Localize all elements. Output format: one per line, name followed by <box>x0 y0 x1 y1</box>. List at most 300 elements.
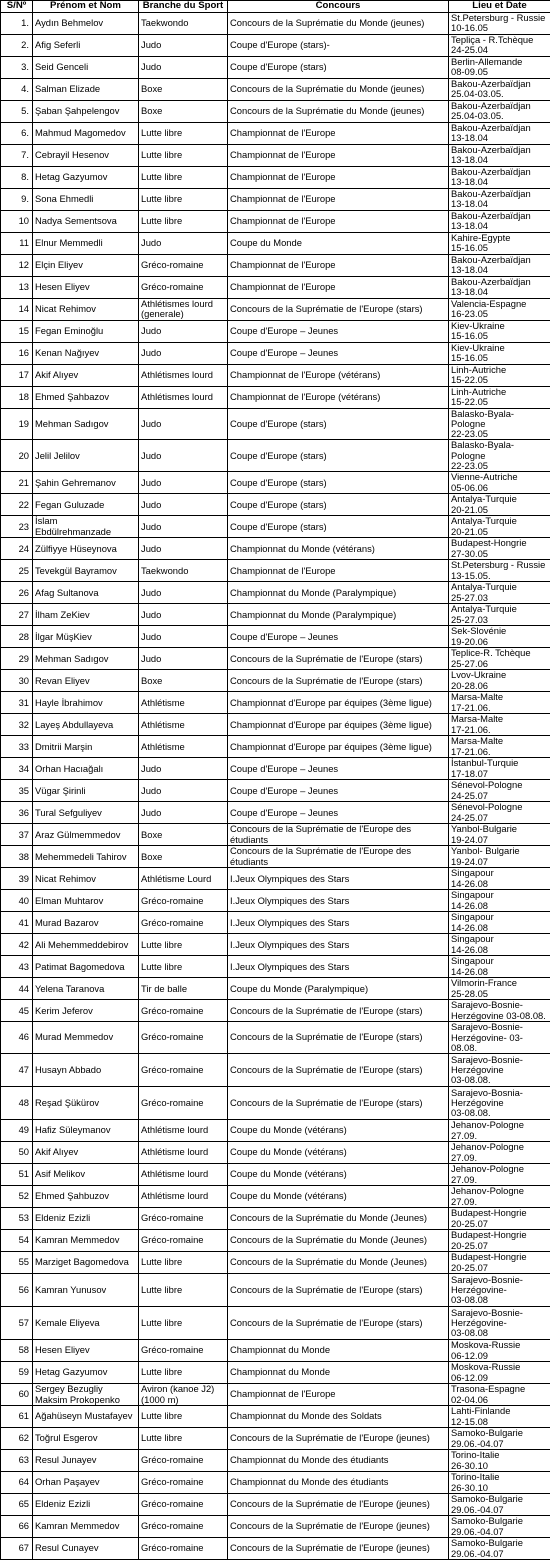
row-number: 28 <box>1 626 33 648</box>
table-row <box>1 890 550 912</box>
athlete-name: Orhan Hacıağalı <box>33 758 139 780</box>
competition: Coupe d'Europe (stars) <box>228 56 449 78</box>
sport: Gréco-romaine <box>139 1230 228 1252</box>
competition: Championnat d'Europe par équipes (3ème ligue) <box>228 736 449 758</box>
table-row <box>1 12 550 34</box>
sport: Judo <box>139 626 228 648</box>
athlete-name: Murad Bazarov <box>33 912 139 934</box>
table-row <box>1 342 550 364</box>
athlete-name: Tevekgül Bayramov <box>33 560 139 582</box>
competition: I.Jeux Olympiques des Stars <box>228 890 449 912</box>
place-date: Balasko-Byala-Pologne 22-23.05 <box>449 440 550 472</box>
place-date: Antalya-Turquie 25-27.03 <box>449 582 550 604</box>
athlete-name: Yelena Taranova <box>33 978 139 1000</box>
athlete-name: Şaban Şahpelengov <box>33 100 139 122</box>
sport: Athlétisme Lourd <box>139 868 228 890</box>
sport: Athlétisme lourd <box>139 1120 228 1142</box>
competition: Coupe d'Europe – Jeunes <box>228 780 449 802</box>
sport: Judo <box>139 494 228 516</box>
table-row <box>1 736 550 758</box>
competition: Championnat de l'Europe <box>228 166 449 188</box>
competition: Championnat d'Europe par équipes (3ème ligue) <box>228 714 449 736</box>
header-number: S/Nº <box>1 1 33 13</box>
athlete-name: Reşad Şükürov <box>33 1087 139 1120</box>
table-row <box>1 320 550 342</box>
athlete-name: Hesen Eliyev <box>33 1340 139 1362</box>
athlete-name: Hetag Gazyumov <box>33 1362 139 1384</box>
row-number: 54 <box>1 1230 33 1252</box>
place-date: Bakou-Azerbaïdjan 13-18.04 <box>449 276 550 298</box>
competition: Coupe d'Europe (stars) <box>228 472 449 494</box>
athlete-name: Kamran Memmedov <box>33 1230 139 1252</box>
competition: Championnat du Monde des étudiants <box>228 1472 449 1494</box>
row-number: 18 <box>1 386 33 408</box>
table-row <box>1 188 550 210</box>
place-date: İstanbul-Turquie 17-18.07 <box>449 758 550 780</box>
competition: Concours de la Suprématie de l'Europe (stars) <box>228 1054 449 1087</box>
sport: Athlétisme <box>139 736 228 758</box>
competition: Coupe d'Europe – Jeunes <box>228 758 449 780</box>
row-number: 4. <box>1 78 33 100</box>
table-row <box>1 1274 550 1307</box>
row-number: 22 <box>1 494 33 516</box>
athlete-name: Zülfiyye Hüseynova <box>33 538 139 560</box>
place-date: Vilmorin-France 25-28.05 <box>449 978 550 1000</box>
place-date: Samoko-Bulgarie 29.06.-04.07 <box>449 1538 550 1560</box>
athlete-name: Tural Sefguliyev <box>33 802 139 824</box>
competition: Concours de la Suprématie du Monde (Jeunes) <box>228 1252 449 1274</box>
competition: Coupe d'Europe – Jeunes <box>228 802 449 824</box>
table-row <box>1 298 550 320</box>
competition: Concours de la Suprématie de l'Europe (stars) <box>228 1000 449 1022</box>
row-number: 8. <box>1 166 33 188</box>
athlete-name: Husayn Abbado <box>33 1054 139 1087</box>
row-number: 43 <box>1 956 33 978</box>
competition: Championnat du Monde (vétérans) <box>228 538 449 560</box>
table-row <box>1 1362 550 1384</box>
place-date: Singapour 14-26.08 <box>449 934 550 956</box>
place-date: Tepliça - R.Tchèque 24-25.04 <box>449 34 550 56</box>
row-number: 63 <box>1 1450 33 1472</box>
athlete-name: Şahin Gehremanov <box>33 472 139 494</box>
place-date: Bakou-Azerbaïdjan 13-18.04 <box>449 254 550 276</box>
sport: Athlétisme lourd <box>139 1164 228 1186</box>
sport: Lutte libre <box>139 1428 228 1450</box>
row-number: 25 <box>1 560 33 582</box>
table-row <box>1 978 550 1000</box>
sport: Gréco-romaine <box>139 1340 228 1362</box>
header-sport: Branche du Sport <box>139 1 228 13</box>
place-date: Teplice-R. Tchèque 25-27.06 <box>449 648 550 670</box>
table-row <box>1 934 550 956</box>
row-number: 3. <box>1 56 33 78</box>
place-date: Singapour 14-26.08 <box>449 868 550 890</box>
table-row <box>1 210 550 232</box>
table-row <box>1 626 550 648</box>
athlete-name: Vügar Şirinli <box>33 780 139 802</box>
competition: Concours de la Suprématie de l'Europe (stars) <box>228 648 449 670</box>
table-row <box>1 1120 550 1142</box>
table-row <box>1 758 550 780</box>
sport: Judo <box>139 408 228 440</box>
place-date: Bakou-Azerbaïdjan 13-18.04 <box>449 188 550 210</box>
sport: Gréco-romaine <box>139 1208 228 1230</box>
competition: Concours de la Suprématie de l'Europe (stars) <box>228 298 449 320</box>
place-date: Budapest-Hongrie 20-25.07 <box>449 1208 550 1230</box>
place-date: Samoko-Bulgarie 29.06.-04.07 <box>449 1494 550 1516</box>
athlete-name: Kerim Jeferov <box>33 1000 139 1022</box>
row-number: 38 <box>1 846 33 868</box>
sport: Judo <box>139 538 228 560</box>
row-number: 34 <box>1 758 33 780</box>
sport: Boxe <box>139 100 228 122</box>
place-date: St.Petersburg - Russie 13-15.05. <box>449 560 550 582</box>
row-number: 59 <box>1 1362 33 1384</box>
athlete-name: Hesen Eliyev <box>33 276 139 298</box>
place-date: Torino-Italie 26-30.10 <box>449 1450 550 1472</box>
sport: Gréco-romaine <box>139 1538 228 1560</box>
sport: Gréco-romaine <box>139 1516 228 1538</box>
athlete-name: Hayle İbrahimov <box>33 692 139 714</box>
sport: Lutte libre <box>139 956 228 978</box>
sport: Tir de balle <box>139 978 228 1000</box>
place-date: Samoko-Bulgarie 29.06.-04.07 <box>449 1516 550 1538</box>
sport: Gréco-romaine <box>139 1054 228 1087</box>
athlete-name: Nicat Rehimov <box>33 298 139 320</box>
place-date: Linh-Autriche 15-22.05 <box>449 386 550 408</box>
sport: Lutte libre <box>139 166 228 188</box>
table-row <box>1 56 550 78</box>
competition: Championnat de l'Europe (vétérans) <box>228 386 449 408</box>
table-row <box>1 1472 550 1494</box>
athlete-name: Elnur Memmedli <box>33 232 139 254</box>
competition: Championnat de l'Europe <box>228 144 449 166</box>
athlete-name: Orhan Paşayev <box>33 1472 139 1494</box>
table-row <box>1 824 550 846</box>
place-date: Berlin-Allemande 08-09.05 <box>449 56 550 78</box>
place-date: Kiev-Ukraine 15-16.05 <box>449 342 550 364</box>
place-date: Singapour 14-26.08 <box>449 956 550 978</box>
sport: Lutte libre <box>139 210 228 232</box>
place-date: Moskova-Russie 06-12.09 <box>449 1340 550 1362</box>
table-row <box>1 364 550 386</box>
row-number: 56 <box>1 1274 33 1307</box>
place-date: Vienne-Autriche 05-06.06 <box>449 472 550 494</box>
athlete-name: Mehman Sadıgov <box>33 648 139 670</box>
competition: Championnat du Monde (Paralympique) <box>228 604 449 626</box>
place-date: Torino-Italie 26-30.10 <box>449 1472 550 1494</box>
header-row <box>1 1 550 13</box>
place-date: Bakou-Azerbaïdjan 13-18.04 <box>449 210 550 232</box>
table-row <box>1 254 550 276</box>
competition: Coupe d'Europe – Jeunes <box>228 626 449 648</box>
row-number: 55 <box>1 1252 33 1274</box>
athlete-name: Resul Cunayev <box>33 1538 139 1560</box>
row-number: 32 <box>1 714 33 736</box>
athlete-name: Afig Seferli <box>33 34 139 56</box>
table-row <box>1 1406 550 1428</box>
athlete-name: Asif Melikov <box>33 1164 139 1186</box>
competition: Concours de la Suprématie de l'Europe (jeunes) <box>228 1538 449 1560</box>
place-date: Marsa-Malte 17-21.06. <box>449 736 550 758</box>
competition: Coupe d'Europe (stars)- <box>228 34 449 56</box>
competition: Championnat de l'Europe <box>228 210 449 232</box>
athlete-name: İlham ZeKiev <box>33 604 139 626</box>
sport: Lutte libre <box>139 188 228 210</box>
place-date: St.Petersburg - Russie 10-16.05 <box>449 12 550 34</box>
competition: Concours de la Suprématie de l'Europe (jeunes) <box>228 1494 449 1516</box>
table-row <box>1 560 550 582</box>
competition: Concours de la Suprématie de l'Europe (stars) <box>228 1087 449 1120</box>
row-number: 57 <box>1 1307 33 1340</box>
row-number: 19 <box>1 408 33 440</box>
competition: Concours de la Suprématie de l'Europe (stars) <box>228 1022 449 1054</box>
athlete-name: İlgar MüşKiev <box>33 626 139 648</box>
row-number: 5. <box>1 100 33 122</box>
athlete-name: Marziget Bagomedova <box>33 1252 139 1274</box>
athlete-name: Sona Ehmedli <box>33 188 139 210</box>
sport: Athlétisme <box>139 692 228 714</box>
row-number: 51 <box>1 1164 33 1186</box>
athlete-name: Mehman Sadıgov <box>33 408 139 440</box>
table-row <box>1 1384 550 1406</box>
row-number: 53 <box>1 1208 33 1230</box>
table-row <box>1 582 550 604</box>
athlete-name: Murad Memmedov <box>33 1022 139 1054</box>
table-row <box>1 802 550 824</box>
competition: Coupe du Monde (vétérans) <box>228 1186 449 1208</box>
athlete-name: Eldeniz Ezizli <box>33 1208 139 1230</box>
row-number: 44 <box>1 978 33 1000</box>
place-date: Valencia-Espagne 16-23.05 <box>449 298 550 320</box>
competition: Concours de la Suprématie de l'Europe des étudiants <box>228 824 449 846</box>
place-date: Sarajevo-Bosnie- Herzégovine 03-08.08. <box>449 1000 550 1022</box>
table-row <box>1 122 550 144</box>
competition: I.Jeux Olympiques des Stars <box>228 912 449 934</box>
place-date: Kiev-Ukraine 15-16.05 <box>449 320 550 342</box>
place-date: Singapour 14-26.08 <box>449 890 550 912</box>
athlete-name: Toğrul Esgerov <box>33 1428 139 1450</box>
sport: Gréco-romaine <box>139 1022 228 1054</box>
table-row <box>1 440 550 472</box>
competition: Coupe du Monde <box>228 232 449 254</box>
row-number: 23 <box>1 516 33 538</box>
table-row <box>1 78 550 100</box>
competition: Championnat du Monde des Soldats <box>228 1406 449 1428</box>
athlete-name: Eldeniz Ezizli <box>33 1494 139 1516</box>
sport: Aviron (kanoe J2) (1000 m) <box>139 1384 228 1406</box>
place-date: Marsa-Malte 17-21.06. <box>449 714 550 736</box>
sport: Taekwondo <box>139 560 228 582</box>
table-row <box>1 1022 550 1054</box>
competition: Concours de la Suprématie de l'Europe (stars) <box>228 670 449 692</box>
sport: Lutte libre <box>139 1252 228 1274</box>
row-number: 42 <box>1 934 33 956</box>
athlete-name: Cebrayil Hesenov <box>33 144 139 166</box>
athlete-name: Dmitrii Marşin <box>33 736 139 758</box>
sport: Gréco-romaine <box>139 912 228 934</box>
place-date: Sarajevo-Bosnie- Herzégovine- 03-08.08 <box>449 1307 550 1340</box>
competition: Concours de la Suprématie du Monde (Jeunes) <box>228 1208 449 1230</box>
athlete-name: Akif Alıyev <box>33 364 139 386</box>
place-date: Yanbol-Bulgarie 19-24.07 <box>449 824 550 846</box>
competition: Championnat du Monde des étudiants <box>228 1450 449 1472</box>
row-number: 52 <box>1 1186 33 1208</box>
competition: Coupe d'Europe (stars) <box>228 494 449 516</box>
place-date: Moskova-Russie 06-12.09 <box>449 1362 550 1384</box>
sport: Judo <box>139 780 228 802</box>
table-row <box>1 780 550 802</box>
row-number: 61 <box>1 1406 33 1428</box>
row-number: 20 <box>1 440 33 472</box>
sport: Lutte libre <box>139 144 228 166</box>
competition: Championnat de l'Europe <box>228 1384 449 1406</box>
row-number: 13 <box>1 276 33 298</box>
table-row <box>1 1142 550 1164</box>
competition: Concours de la Suprématie du Monde (jeunes) <box>228 100 449 122</box>
row-number: 14 <box>1 298 33 320</box>
row-number: 2. <box>1 34 33 56</box>
athlete-name: Araz Gülmemmedov <box>33 824 139 846</box>
table-row <box>1 604 550 626</box>
competition: Concours de la Suprématie du Monde (jeunes) <box>228 78 449 100</box>
header-competition: Concours <box>228 1 449 13</box>
place-date: Kahire-Egypte 15-16.05 <box>449 232 550 254</box>
sport: Judo <box>139 582 228 604</box>
table-row <box>1 714 550 736</box>
row-number: 27 <box>1 604 33 626</box>
sport: Gréco-romaine <box>139 254 228 276</box>
competition: Coupe du Monde (vétérans) <box>228 1142 449 1164</box>
sport: Athlétisme lourd <box>139 1186 228 1208</box>
place-date: Samoko-Bulgarie 29.06.-04.07 <box>449 1428 550 1450</box>
table-row <box>1 1252 550 1274</box>
table-row <box>1 386 550 408</box>
competition: Concours de la Suprématie de l'Europe (stars) <box>228 1307 449 1340</box>
sport: Gréco-romaine <box>139 1087 228 1120</box>
competition: Concours de la Suprématie de l'Europe des étudiants <box>228 846 449 868</box>
athlete-name: Layeş Abdullayeva <box>33 714 139 736</box>
place-date: Yanbol- Bulgarie 19-24.07 <box>449 846 550 868</box>
sport: Gréco-romaine <box>139 276 228 298</box>
table-row <box>1 144 550 166</box>
athlete-name: Kenan Nağıyev <box>33 342 139 364</box>
athlete-name: Revan Eliyev <box>33 670 139 692</box>
table-row <box>1 1516 550 1538</box>
row-number: 45 <box>1 1000 33 1022</box>
place-date: Lvov-Ukraine 20-28.06 <box>449 670 550 692</box>
place-date: Bakou-Azerbaïdjan 25.04-03.05. <box>449 78 550 100</box>
athlete-name: Sergey Bezugliy Maksim Prokopenko <box>33 1384 139 1406</box>
sport: Judo <box>139 440 228 472</box>
athlete-name: İslam Ebdülrehmanzade <box>33 516 139 538</box>
place-date: Sarajevo-Bosnie- Herzégovine- 03-08.08. <box>449 1022 550 1054</box>
competition: Championnat de l'Europe <box>228 254 449 276</box>
place-date: Antalya-Turquie 20-21.05 <box>449 516 550 538</box>
table-row <box>1 408 550 440</box>
sport: Judo <box>139 802 228 824</box>
table-row <box>1 1428 550 1450</box>
row-number: 11 <box>1 232 33 254</box>
competition: Coupe d'Europe (stars) <box>228 408 449 440</box>
table-row <box>1 1208 550 1230</box>
table-row <box>1 166 550 188</box>
sport: Gréco-romaine <box>139 1494 228 1516</box>
row-number: 33 <box>1 736 33 758</box>
row-number: 26 <box>1 582 33 604</box>
table-row <box>1 1000 550 1022</box>
header-place-date: Lieu et Date <box>449 1 550 13</box>
row-number: 35 <box>1 780 33 802</box>
competition: Concours de la Suprématie du Monde (Jeunes) <box>228 1230 449 1252</box>
place-date: Sénevol-Pologne 24-25.07 <box>449 802 550 824</box>
athlete-name: Fegan Eminoğlu <box>33 320 139 342</box>
competition: Coupe d'Europe – Jeunes <box>228 320 449 342</box>
place-date: Budapest-Hongrie 27-30.05 <box>449 538 550 560</box>
competition: Coupe d'Europe – Jeunes <box>228 342 449 364</box>
athlete-name: Salman Elizade <box>33 78 139 100</box>
table-row <box>1 472 550 494</box>
sport: Boxe <box>139 78 228 100</box>
table-row <box>1 1230 550 1252</box>
athlete-name: Jelil Jelilov <box>33 440 139 472</box>
table-row <box>1 1340 550 1362</box>
place-date: Sénevol-Pologne 24-25.07 <box>449 780 550 802</box>
row-number: 37 <box>1 824 33 846</box>
athlete-name: Kamran Yunusov <box>33 1274 139 1307</box>
athlete-name: Akif Alıyev <box>33 1142 139 1164</box>
row-number: 41 <box>1 912 33 934</box>
competition: Championnat de l'Europe <box>228 122 449 144</box>
place-date: Jehanov-Pologne 27.09. <box>449 1164 550 1186</box>
table-row <box>1 1307 550 1340</box>
sport: Judo <box>139 320 228 342</box>
row-number: 46 <box>1 1022 33 1054</box>
sport: Athlétismes lourd <box>139 364 228 386</box>
row-number: 1. <box>1 12 33 34</box>
place-date: Sarajevo-Bosnie- Herzégovine- 03-08.08 <box>449 1274 550 1307</box>
competition: Concours de la Suprématie de l'Europe (jeunes) <box>228 1428 449 1450</box>
sport: Judo <box>139 648 228 670</box>
row-number: 6. <box>1 122 33 144</box>
table-row <box>1 100 550 122</box>
place-date: Marsa-Malte 17-21.06. <box>449 692 550 714</box>
competition: Coupe du Monde (vétérans) <box>228 1164 449 1186</box>
athlete-name: Afag Sultanova <box>33 582 139 604</box>
table-row <box>1 868 550 890</box>
sport: Lutte libre <box>139 122 228 144</box>
place-date: Balasko-Byala-Pologne 22-23.05 <box>449 408 550 440</box>
table-row <box>1 1164 550 1186</box>
athlete-name: Ağahüseyn Mustafayev <box>33 1406 139 1428</box>
athlete-name: Kemale Eliyeva <box>33 1307 139 1340</box>
table-row <box>1 34 550 56</box>
table-row <box>1 232 550 254</box>
table-row <box>1 692 550 714</box>
competition: Concours de la Suprématie du Monde (jeunes) <box>228 12 449 34</box>
sport: Judo <box>139 516 228 538</box>
sport: Taekwondo <box>139 12 228 34</box>
row-number: 36 <box>1 802 33 824</box>
competition: Championnat de l'Europe (vétérans) <box>228 364 449 386</box>
sport: Boxe <box>139 824 228 846</box>
table-row <box>1 1186 550 1208</box>
place-date: Sarajevo-Bosnia- Herzégovine 03-08.08. <box>449 1087 550 1120</box>
table-row <box>1 516 550 538</box>
competition: Championnat du Monde <box>228 1340 449 1362</box>
sport: Lutte libre <box>139 1307 228 1340</box>
row-number: 39 <box>1 868 33 890</box>
